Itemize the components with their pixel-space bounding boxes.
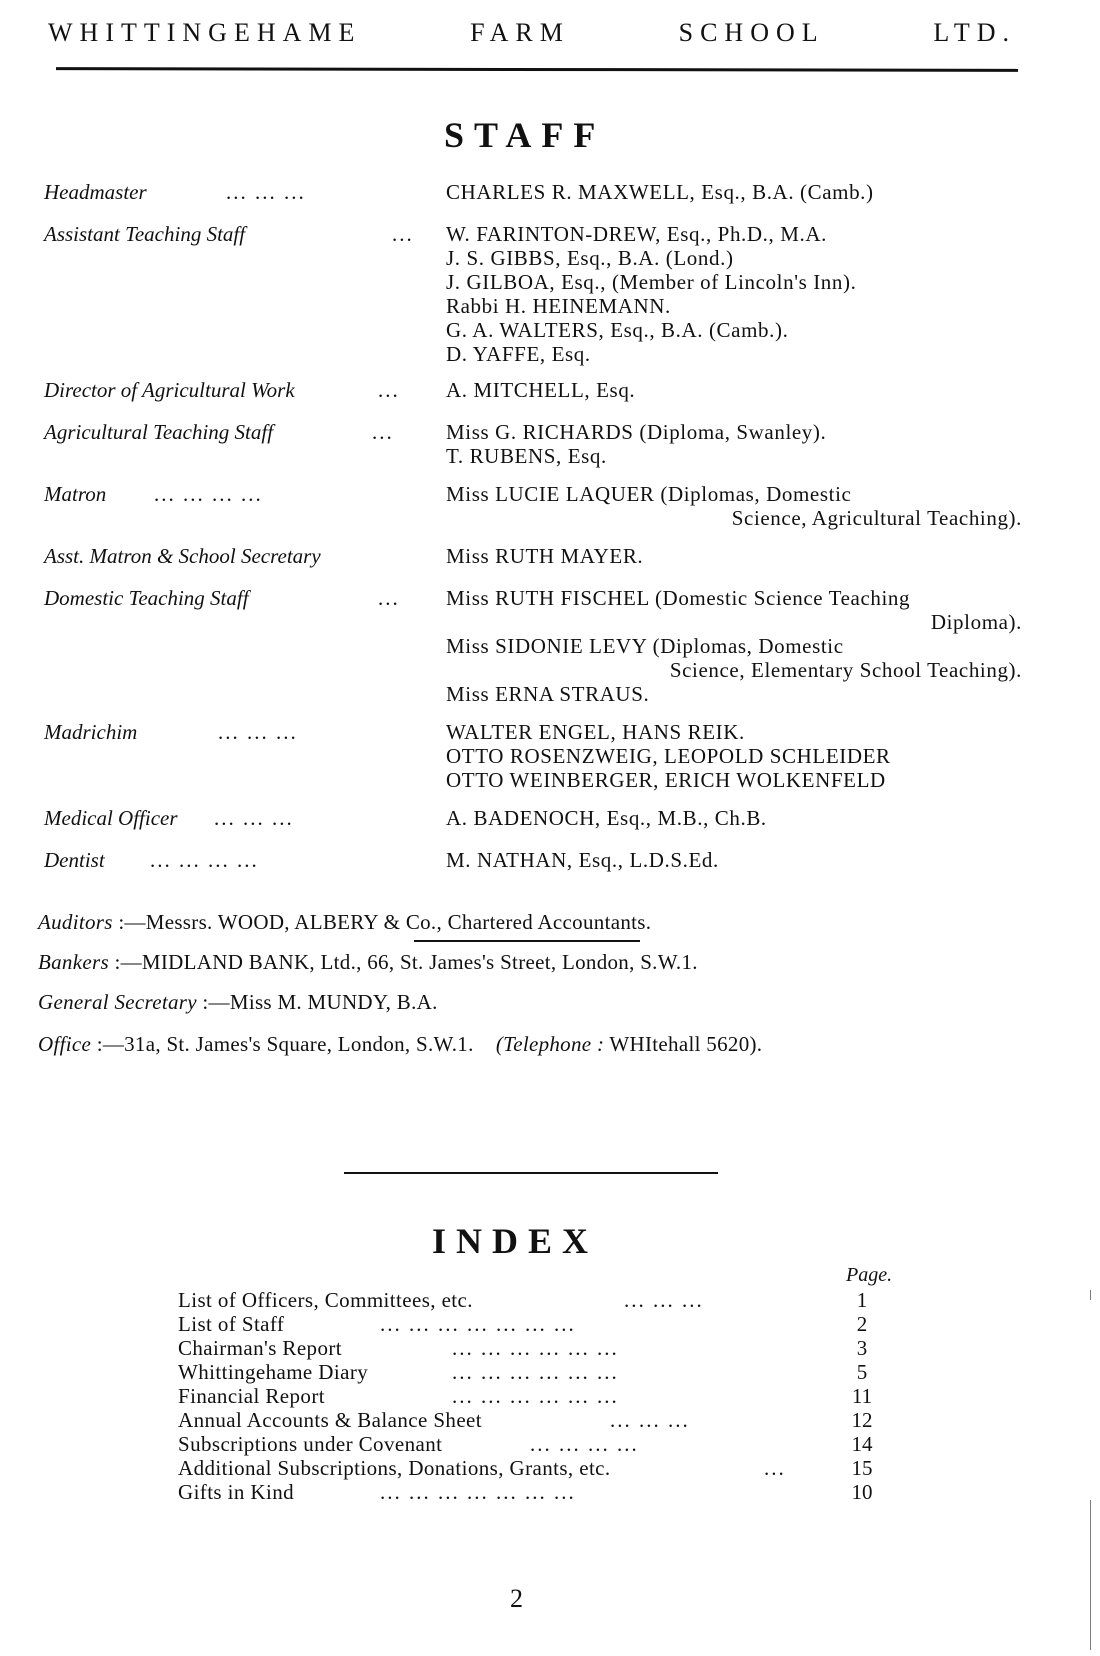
index-entry-page: 10 (851, 1480, 873, 1504)
staff-name-line: Science, Agricultural Teaching). (731, 506, 1022, 530)
staff-role: Domestic Teaching Staff (44, 586, 249, 610)
office-text: :—31a, St. James's Square, London, S.W.1. (96, 1032, 474, 1056)
header-word: LTD. (933, 18, 1016, 47)
bankers-line (38, 950, 698, 975)
staff-names (446, 848, 1022, 872)
index-entry-label: Subscriptions under Covenant (178, 1432, 443, 1456)
staff-role: Assistant Teaching Staff (44, 222, 246, 246)
index-entry-label: Annual Accounts & Balance Sheet (178, 1408, 482, 1432)
running-header (48, 18, 1016, 48)
staff-names (446, 586, 1022, 706)
bankers-label: Bankers (38, 950, 109, 974)
leader-dots: ... ... ... ... (150, 848, 259, 872)
leader-dots: ... ... ... (610, 1408, 690, 1432)
staff-names (446, 222, 1022, 366)
staff-role: Agricultural Teaching Staff (44, 420, 274, 444)
staff-name-line: WALTER ENGEL, HANS REIK. (446, 720, 745, 744)
staff-name-line: Miss RUTH FISCHEL (Domestic Science Teaching (446, 586, 911, 610)
auditors-line (38, 910, 651, 935)
staff-role: Dentist (44, 848, 105, 872)
leader-dots: ... ... ... ... ... ... (452, 1360, 619, 1384)
auditors-label: Auditors (38, 910, 113, 934)
index-entry-page: 12 (851, 1408, 873, 1432)
staff-name-line: Miss RUTH MAYER. (446, 544, 644, 568)
staff-role: Headmaster (44, 180, 147, 204)
leader-dots: ... ... ... ... (154, 482, 263, 506)
index-entry-label: Financial Report (178, 1384, 325, 1408)
staff-names (446, 544, 1022, 568)
staff-name-line: M. NATHAN, Esq., L.D.S.Ed. (446, 848, 719, 872)
staff-name-line: T. RUBENS, Esq. (446, 444, 607, 468)
header-word: SCHOOL (678, 18, 825, 47)
staff-names (446, 420, 1022, 468)
leader-dots: ... ... ... ... ... ... ... (380, 1480, 576, 1504)
staff-name-line: Miss G. RICHARDS (Diploma, Swanley). (446, 420, 827, 444)
staff-names (446, 180, 1022, 204)
staff-name-line: Diploma). (930, 610, 1022, 634)
staff-name-line: A. MITCHELL, Esq. (446, 378, 636, 402)
staff-names (446, 482, 1022, 530)
index-entry-page: 11 (851, 1384, 873, 1408)
staff-names (446, 378, 1022, 402)
index-entry (178, 1432, 918, 1456)
bankers-text: :—MIDLAND BANK, Ltd., 66, St. James's Street, London, S.W.1. (114, 950, 698, 974)
scan-edge-mark (1090, 1290, 1091, 1300)
leader-dots: ... (378, 586, 400, 610)
index-entry (178, 1456, 918, 1480)
index-entry-page: 5 (856, 1360, 868, 1384)
leader-dots: ... ... ... (624, 1288, 704, 1312)
staff-title: STAFF (444, 115, 606, 155)
staff-role: Matron (44, 482, 107, 506)
leader-dots: ... (392, 222, 414, 246)
header-word: FARM (470, 18, 570, 47)
page-number: 2 (510, 1584, 523, 1613)
auditors-text: :—Messrs. WOOD, ALBERY & Co., Chartered Accountants. (118, 910, 652, 934)
index-entry-label: List of Staff (178, 1312, 285, 1336)
leader-dots: ... ... ... (218, 720, 298, 744)
staff-role: Medical Officer (44, 806, 178, 830)
staff-name-line: Miss SIDONIE LEVY (Diplomas, Domestic (446, 634, 844, 658)
secretary-label: General Secretary (38, 990, 197, 1014)
leader-dots: ... ... ... ... ... ... ... (380, 1312, 576, 1336)
staff-name-line: D. YAFFE, Esq. (446, 342, 591, 366)
telephone-label: (Telephone : (495, 1032, 605, 1056)
staff-name-line: A. BADENOCH, Esq., M.B., Ch.B. (446, 806, 767, 830)
leader-dots: ... ... ... ... ... ... (452, 1384, 619, 1408)
staff-name-line: Rabbi H. HEINEMANN. (446, 294, 671, 318)
staff-role: Asst. Matron & School Secretary (44, 544, 321, 568)
staff-name-line: OTTO ROSENZWEIG, LEOPOLD SCHLEIDER (446, 744, 891, 768)
staff-role: Director of Agricultural Work (44, 378, 295, 402)
index-entry (178, 1408, 918, 1432)
scan-edge-mark (1090, 1500, 1091, 1650)
index-entry (178, 1336, 918, 1360)
index-entry-label: Gifts in Kind (178, 1480, 295, 1504)
index-entry (178, 1384, 918, 1408)
section-divider (344, 1172, 718, 1174)
leader-dots: ... (764, 1456, 786, 1480)
leader-dots: ... (378, 378, 400, 402)
index-entry-page: 14 (851, 1432, 873, 1456)
leader-dots: ... ... ... ... (530, 1432, 639, 1456)
secretary-text: :—Miss M. MUNDY, B.A. (202, 990, 438, 1014)
office-label: Office (38, 1032, 92, 1056)
index-title: INDEX (432, 1221, 599, 1261)
header-word: WHITTINGEHAME (48, 18, 362, 47)
header-rule (56, 67, 1018, 72)
leader-dots: ... (372, 420, 394, 444)
index-entry-page: 2 (856, 1312, 868, 1336)
staff-role: Madrichim (44, 720, 138, 744)
leader-dots: ... ... ... (214, 806, 294, 830)
staff-name-line: G. A. WALTERS, Esq., B.A. (Camb.). (446, 318, 789, 342)
secretary-line (38, 990, 438, 1015)
leader-dots: ... ... ... ... ... ... (452, 1336, 619, 1360)
telephone-text: WHItehall 5620). (609, 1032, 763, 1056)
index-entry-label: Chairman's Report (178, 1336, 342, 1360)
index-page-column-label: Page. (846, 1264, 893, 1286)
index-entry-label: Whittingehame Diary (178, 1360, 369, 1384)
staff-name-line: J. GILBOA, Esq., (Member of Lincoln's Inn). (446, 270, 857, 294)
staff-name-line: CHARLES R. MAXWELL, Esq., B.A. (Camb.) (446, 180, 874, 204)
staff-name-line: J. S. GIBBS, Esq., B.A. (Lond.) (446, 246, 734, 270)
index-entry-page: 15 (851, 1456, 873, 1480)
section-divider (414, 940, 640, 942)
staff-name-line: OTTO WEINBERGER, ERICH WOLKENFELD (446, 768, 886, 792)
staff-names (446, 806, 1022, 830)
staff-name-line: Miss ERNA STRAUS. (446, 682, 650, 706)
index-entry-label: Additional Subscriptions, Donations, Grants, etc. (178, 1456, 611, 1480)
index-entry-page: 1 (856, 1288, 868, 1312)
index-entry-page: 3 (856, 1336, 868, 1360)
index-entry (178, 1312, 918, 1336)
leader-dots: ... ... ... (226, 180, 306, 204)
index-entry (178, 1288, 918, 1312)
staff-names (446, 720, 1022, 792)
office-line (38, 1032, 762, 1057)
staff-name-line: Science, Elementary School Teaching). (669, 658, 1022, 682)
index-entry (178, 1360, 918, 1384)
index-entry-label: List of Officers, Committees, etc. (178, 1288, 473, 1312)
index-entry (178, 1480, 918, 1504)
staff-name-line: Miss LUCIE LAQUER (Diplomas, Domestic (446, 482, 852, 506)
staff-name-line: W. FARINTON-DREW, Esq., Ph.D., M.A. (446, 222, 827, 246)
